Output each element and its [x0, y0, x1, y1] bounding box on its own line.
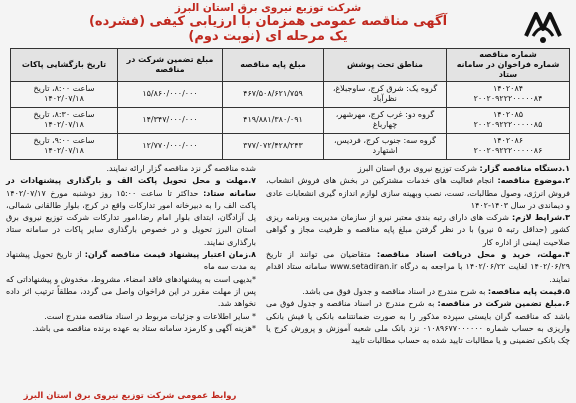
tender-number-cell: ۱۴۰۲۰۸۵ ۲۰۰۲۰۹۲۲۲۰۰۰۰۰۸۵ — [447, 107, 570, 133]
notice-title: آگهی مناقصه عمومی همزمان با ارزیابی کیفی (فشرده) — [88, 14, 448, 30]
column-header-opening-date: تاریخ بازگشایی پاکات — [11, 48, 118, 81]
clause-label: ۲.موضوع مناقصه: — [497, 176, 570, 186]
tender-table-header-row — [11, 48, 570, 81]
clause-text: از تاریخ تحویل پیشنهاد به مدت سه ماه — [6, 250, 256, 272]
clause-base-price — [266, 286, 570, 298]
opening-date-cell: ساعت ۸:۳۰، تاریخ ۱۴۰۲/۰۷/۱۸ — [11, 107, 118, 133]
base-price-cell: ۴۶۷/۵۰۸/۶۲۱/۷۵۹ — [223, 81, 324, 107]
clause-delivery — [6, 175, 256, 249]
tender-number-cell: ۱۴۰۲۰۸۶ ۲۰۰۲۰۹۲۲۲۰۰۰۰۰۸۶ — [447, 133, 570, 159]
table-row — [11, 107, 570, 133]
guarantee-cell: ۱۵/۸۶۰/۰۰۰/۰۰۰ — [118, 81, 223, 107]
regions-cell: گروه سه: جنوب کرج، فردیس، اشتهارد — [324, 133, 447, 159]
note-other-info: * سایر اطلاعات و جزئیات مربوط در اسناد مناقصه مندرج است. — [44, 311, 256, 321]
company-name: شرکت توزیع نیروی برق استان البرز — [174, 2, 362, 14]
clause-text: متقاضیان می توانند از تاریخ ۱۴۰۲/۰۶/۲۹ لغایت ۱۴۰۲/۰۶/۲۲ با مراجعه به درگاه www.setadiran.ir سامانه ستاد اقدام نمایند. — [266, 250, 570, 284]
tender-number-cell: ۱۴۰۲۰۸۴ ۲۰۰۲۰۹۲۲۲۰۰۰۰۰۸۴ — [447, 81, 570, 107]
clause-documents — [266, 249, 570, 286]
clause-label: ۶.مبلغ تضمین شرکت در مناقصه: — [437, 299, 571, 309]
clause-text: انجام فعالیت های خدمات مشترکین در بخش های فروش انشعاب، فروش انرژی، وصول مطالبات، تست، نصب وبهینه سازی لوازم اندازه گیری انشعابات عادی و دیماندی در سال ۱۴۰۳-۱۴۰۲ — [266, 176, 570, 210]
clause-text: به شرح مندرج در اسناد مناقصه و جدول فوق می باشد که مناقصه گران بایستی سپرده مذکور را به صورت ضمانتنامه بانکی یا فیش بانکی واریزی به حساب شماره ۰۱۰۸۹۶۷۷۰۰۰۰۰۰ نزد بانک ملی شعبه آموزش و پرورش کرج یا چک بانکی تضمینی و یا مطالبات تایید شده به حساب مطالبات تایید — [266, 299, 570, 346]
base-price-cell: ۴۱۹/۸۸۱/۳۸۰/۰۹۱ — [223, 107, 324, 133]
company-logo-icon — [520, 2, 566, 48]
public-relations-signature: روابط عمومی شرکت توزیع نیروی برق استان البرز — [23, 391, 237, 401]
column-header-guarantee: مبلغ تضمین شرکت در مناقصه — [118, 48, 223, 81]
base-price-cell: ۳۷۷/۰۷۲/۴۲۸/۲۴۳ — [223, 133, 324, 159]
clause-guarantee — [266, 298, 570, 347]
regions-cell: گروه یک: شرق کرج، ساوجبلاغ، نظرآباد — [324, 81, 447, 107]
clause-guarantee-continued: شده مناقصه گر نزد مناقصه گزار ارائه نمایند. — [106, 163, 256, 173]
column-header-tender-number: شماره مناقصه شماره فراخوان در سامانه ستاد — [447, 48, 570, 81]
guarantee-cell: ۱۴/۳۴۷/۰۰۰/۰۰۰ — [118, 107, 223, 133]
left-text-column — [6, 163, 256, 335]
clause-text: شرکت توزیع نیروی برق استان البرز — [357, 163, 480, 173]
clause-label: ۱.دستگاه مناقصه گزار: — [479, 163, 570, 173]
clause-label: ۳.شرایط لازم: — [512, 213, 570, 223]
note-costs: *هزینه آگهی و کارمزد سامانه ستاد به عهده برنده مناقصه می باشد. — [32, 323, 256, 333]
notice-subtitle: یک مرحله ای (نوبت دوم) — [188, 29, 348, 44]
regions-cell: گروه دو: غرب کرج، مهرشهر، چهارباغ — [324, 107, 447, 133]
clause-label: ۷.مهلت و محل تحویل پاکت الف و بارگذاری پیشنهادات در سامانه ستاد: — [6, 176, 257, 198]
clause-validity — [6, 249, 256, 274]
table-row — [11, 81, 570, 107]
note-invalid-bids: *بدیهی است به پیشنهادهای فاقد امضاء، مشروط، مخدوش و پیشنهاداتی که پس از مهلت مقرر در این فراخوان واصل می گردد، مطلقاً ترتیب اثر داده نخواهد شد. — [6, 274, 256, 309]
clause-subject — [266, 175, 570, 212]
clause-requirements — [266, 212, 570, 249]
opening-date-cell: ساعت ۸:۰۰، تاریخ ۱۴۰۲/۰۷/۱۸ — [11, 81, 118, 107]
tender-table — [10, 48, 570, 160]
notice-body — [6, 163, 570, 403]
clause-tender-authority — [266, 163, 570, 175]
clause-text: به شرح مندرج در اسناد مناقصه و جدول فوق می باشد. — [302, 286, 488, 296]
guarantee-cell: ۱۲/۷۷۰/۰۰۰/۰۰۰ — [118, 133, 223, 159]
right-text-column — [266, 163, 570, 347]
clause-text: شرکت های دارای رتبه بندی معتبر نیرو از سازمان مدیریت وبرنامه ریزی کشور (حداقل رتبه ۵ نیرو) با در نظر گرفتن مبلغ پایه مناقصه و ظرفیت مجاز و گواهی صلاحیت ایمنی از اداره کار — [266, 213, 570, 247]
column-header-regions: مناطق تحت پوشش — [324, 48, 447, 81]
clause-label: ۴.مهلت، خرید و محل دریافت اسناد مناقصه: — [376, 250, 571, 260]
table-row — [11, 133, 570, 159]
clause-label: ۸.زمان اعتبار پیشنهاد قیمت مناقصه گران: — [84, 250, 256, 260]
notice-header — [10, 2, 526, 45]
clause-label: ۵.قیمت پایه مناقصه: — [487, 286, 570, 296]
column-header-base-price: مبلغ پایه مناقصه — [223, 48, 324, 81]
opening-date-cell: ساعت ۹:۰۰، تاریخ ۱۴۰۲/۰۷/۱۸ — [11, 133, 118, 159]
clause-text: حداکثر تا ساعت ۱۵:۰۰ روز دوشنبه مورخ ۱۴۰۲/۰۷/۱۷ پاکت الف را به دبیرخانه امور تدارکات واقع در کرج، بلوار طالقانی شمالی، پل آزادگان، ابتدای بلوار امام رضا،امور تدارکات شرکت توزیع نیروی برق استان البرز تحویل و در خصوص بارگذاری سایر پاکات در سامانه ستاد بارگذاری نمایند. — [6, 188, 256, 247]
